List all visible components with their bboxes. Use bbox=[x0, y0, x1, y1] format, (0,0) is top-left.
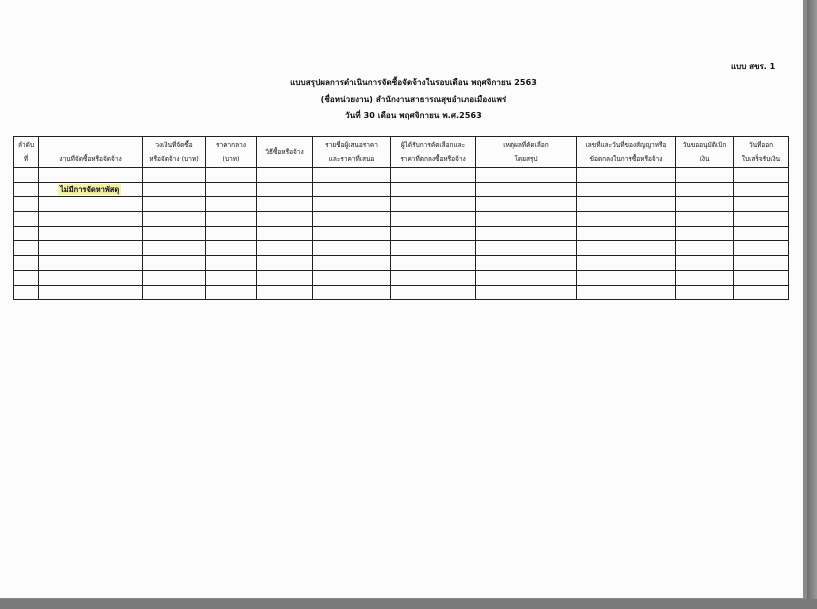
table-row bbox=[14, 212, 789, 227]
report-date: วันที่ 30 เดือน พฤศจิกายน พ.ศ.2563 bbox=[345, 111, 482, 120]
table-row bbox=[14, 197, 789, 212]
report-title: แบบสรุปผลการดำเนินการจัดซื้อจัดจ้างในรอบเดือน พฤศจิกายน 2563 bbox=[290, 78, 537, 87]
scan-border-right bbox=[807, 0, 817, 609]
table-row bbox=[14, 241, 789, 256]
table-row bbox=[14, 256, 789, 271]
table-row bbox=[14, 168, 789, 183]
col-header-median-price: ราคากลาง (บาท) bbox=[206, 137, 257, 168]
no-procurement-note: ไม่มีการจัดหาพัสดุ bbox=[60, 185, 120, 195]
col-header-item: งานที่จัดซื้อหรือจัดจ้าง bbox=[39, 137, 143, 168]
scan-border-bottom bbox=[0, 599, 817, 609]
table-row bbox=[14, 182, 789, 197]
procurement-table bbox=[13, 136, 789, 300]
table-row bbox=[14, 226, 789, 241]
col-header-no: ลำดับ ที่ bbox=[14, 137, 39, 168]
col-header-budget: วงเงินที่จัดซื้อ หรือจัดจ้าง (บาท) bbox=[143, 137, 206, 168]
col-header-selected: ผู้ได้รับการคัดเลือกและ ราคาที่ตกลงซื้อหรือจ้าง bbox=[391, 137, 476, 168]
col-header-receipt-date: วันที่ออก ใบเสร็จรับเงิน bbox=[734, 137, 789, 168]
table-row bbox=[14, 285, 789, 300]
table-body bbox=[14, 168, 789, 300]
col-header-method: วิธีซื้อหรือจ้าง bbox=[257, 137, 313, 168]
table-row bbox=[14, 270, 789, 285]
col-header-bidders: รายชื่อผู้เสนอราคา และราคาที่เสนอ bbox=[313, 137, 391, 168]
table-header-row bbox=[14, 137, 789, 168]
col-header-contract: เลขที่และวันที่ของสัญญาหรือ ข้อตกลงในการซื้อหรือจ้าง bbox=[577, 137, 676, 168]
form-code: แบบ สขร. 1 bbox=[731, 62, 776, 71]
col-header-approval-date: วันขออนุมัติเบิก เงิน bbox=[676, 137, 734, 168]
agency-name: (ชื่อหน่วยงาน) สำนักงานสาธารณสุขอำเภอเมืองแพร่ bbox=[320, 95, 507, 104]
col-header-reason: เหตุผลที่คัดเลือก โดยสรุป bbox=[476, 137, 577, 168]
